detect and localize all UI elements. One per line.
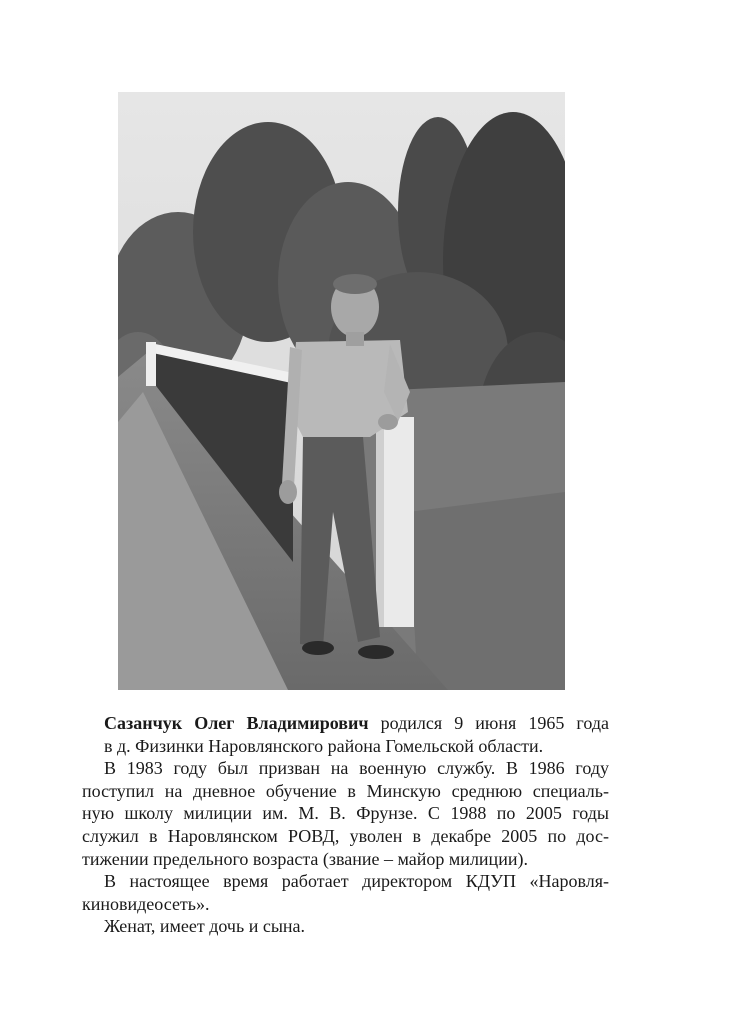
biography-text [82,712,609,938]
portrait-photo [118,92,565,690]
paragraph-1-line-2: в д. Физинки Наровлянского района Гомельской области. [104,735,544,756]
paragraph-3-line-1: В настоящее время работает директором КДУП «Наровля- [104,871,609,892]
paragraph-4-line-1: Женат, имеет дочь и сына. [104,916,306,937]
paragraph-2-line-3: ную школу милиции им. М. В. Фрунзе. С 1988 по 2005 годы [82,803,609,824]
paragraph-1-line-1: Сазанчук Олег Владимирович родился 9 июня 1965 года [104,713,609,733]
paragraph-2-line-2: поступил на дневное обучение в Минскую среднюю специаль- [82,780,609,801]
paragraph-3-line-2: киновидеосеть». [82,893,210,914]
paragraph-2-line-1: В 1983 году был призван на военную службу. В 1986 году [104,758,609,779]
paragraph-2-line-4: служил в Наровлянском РОВД, уволен в декабре 2005 по дос- [82,825,609,846]
paragraph-2-line-5: тижении предельного возраста (звание – майор милиции). [82,848,528,869]
person-name: Сазанчук Олег Владимирович [104,713,369,733]
